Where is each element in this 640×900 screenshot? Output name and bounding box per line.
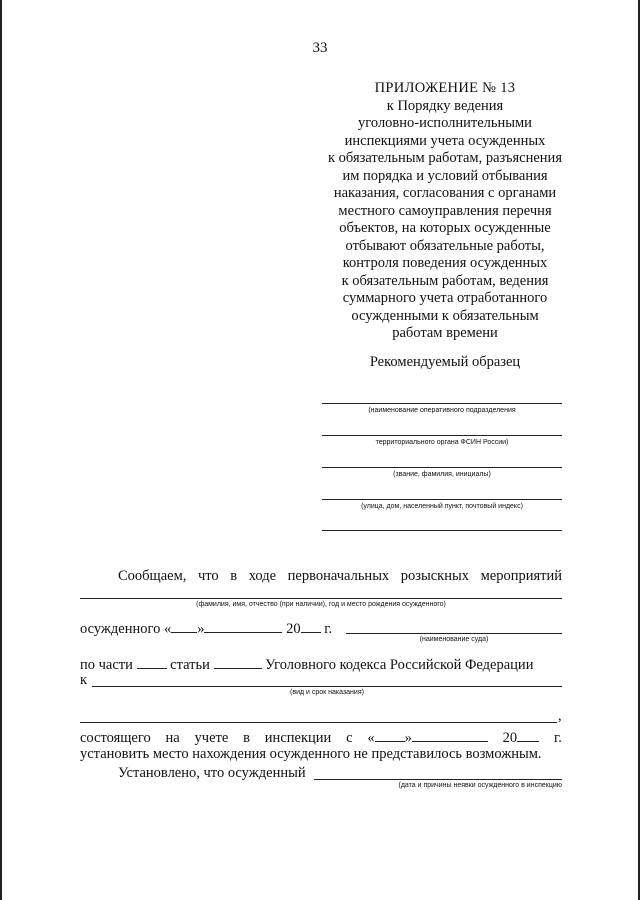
addressee-address-field[interactable] — [322, 499, 562, 511]
established-label: Установлено, что осужденный — [118, 765, 306, 781]
appendix-title: ПРИЛОЖЕНИЕ № 13 — [374, 80, 516, 96]
convicted-day-field[interactable] — [171, 619, 197, 633]
intro-word: в — [230, 568, 238, 584]
appendix-line: уголовно-исполнительными — [358, 115, 532, 131]
reasons-field[interactable] — [314, 779, 562, 780]
intro-line — [118, 568, 562, 585]
registered-year-suffix: г. — [553, 730, 562, 746]
convicted-quote-close: » — [197, 621, 205, 637]
appendix-line: наказания, согласования с органами — [333, 185, 557, 201]
not-possible-line: установить место нахождения осужденного не представилось возможным. — [80, 746, 542, 762]
sample-label: Рекомендуемый образец — [369, 354, 521, 370]
appendix-line: контроля поведения осужденных — [342, 255, 548, 271]
appendix-heading — [305, 80, 585, 343]
registered-word: на — [165, 730, 180, 746]
registered-word: инспекции — [264, 730, 332, 746]
registered-month-field[interactable] — [412, 728, 488, 742]
addressee-name-field[interactable] — [322, 467, 562, 479]
k-line — [80, 672, 87, 689]
appendix-line: инспекциями учета осужденных — [344, 132, 546, 149]
addressee-name-caption: (звание, фамилия, инициалы) — [393, 471, 491, 478]
registered-quote-open: « — [367, 730, 375, 746]
part-article-line — [80, 655, 533, 674]
registered-word: в — [243, 730, 250, 746]
registered-word: с — [346, 730, 353, 746]
code-label: Уголовного кодекса Российской Федерации — [265, 657, 534, 673]
sentence-field[interactable] — [92, 686, 562, 687]
intro-word: что — [197, 568, 219, 584]
intro-word: ходе — [248, 568, 277, 584]
registered-line — [80, 728, 562, 747]
appendix-line: осужденными к обязательным — [351, 307, 539, 324]
intro-word: розыскных — [400, 568, 469, 584]
trailing-comma: , — [558, 708, 562, 724]
appendix-line: работам времени — [392, 325, 498, 341]
addressee-extra-line[interactable] — [322, 530, 562, 531]
addressee-unit-caption: (наименование оперативного подразделения — [368, 407, 516, 414]
k-label: к — [80, 672, 88, 688]
registered-year-field[interactable] — [517, 728, 539, 742]
addressee-address-caption: (улица, дом, населенный пункт, почтовый индекс) — [361, 503, 523, 510]
convicted-prefix: осужденного « — [80, 621, 172, 637]
registered-word: учете — [194, 730, 229, 746]
article-label: статьи — [170, 657, 210, 673]
convicted-year-field[interactable] — [301, 619, 321, 633]
addressee-organ-field[interactable] — [322, 435, 562, 447]
appendix-line: суммарного учета отработанного — [342, 290, 548, 306]
scan-edge-left — [0, 0, 2, 900]
part-label: по части — [80, 657, 133, 673]
appendix-line: отбывают обязательные работы, — [345, 237, 545, 254]
reasons-caption: (дата и причины неявки осужденного в инспекцию — [398, 782, 562, 789]
appendix-line: к обязательным работам, ведения — [341, 272, 549, 289]
convicted-month-field[interactable] — [204, 619, 282, 633]
intro-word: мероприятий — [480, 568, 562, 584]
registered-year-prefix: 20 — [502, 730, 518, 746]
intro-word: первоначальных — [287, 568, 390, 584]
article-field[interactable] — [214, 655, 262, 669]
convicted-year-suffix: г. — [324, 621, 333, 637]
fio-caption: (фамилия, имя, отчество (при наличии), год и место рождения осужденного) — [196, 601, 446, 608]
appendix-line: местного самоуправления перечня — [338, 202, 552, 219]
registered-word: состоящего — [80, 730, 151, 746]
intro-word: Сообщаем, — [118, 568, 187, 584]
page-number: 33 — [312, 40, 328, 56]
appendix-line: к обязательным работам, разъяснения — [328, 150, 562, 166]
convicted-year-prefix: 20 — [286, 621, 301, 637]
extra-sentence-field[interactable] — [80, 722, 557, 723]
court-caption: (наименование суда) — [419, 636, 489, 643]
sentence-caption: (вид и срок наказания) — [290, 689, 364, 696]
appendix-line: к Порядку ведения — [386, 97, 504, 114]
addressee-organ-caption: территориального органа ФСИН России) — [375, 439, 509, 446]
convicted-line — [80, 619, 332, 638]
appendix-line: объектов, на которых осужденные — [339, 220, 551, 236]
registered-day-field[interactable] — [375, 728, 405, 742]
registered-quote-close: » — [404, 730, 412, 746]
court-field[interactable] — [346, 633, 562, 634]
addressee-unit-field[interactable] — [322, 403, 562, 415]
fio-field[interactable] — [80, 598, 562, 599]
part-field[interactable] — [137, 655, 167, 669]
appendix-line: им порядка и условий отбывания — [342, 167, 548, 184]
